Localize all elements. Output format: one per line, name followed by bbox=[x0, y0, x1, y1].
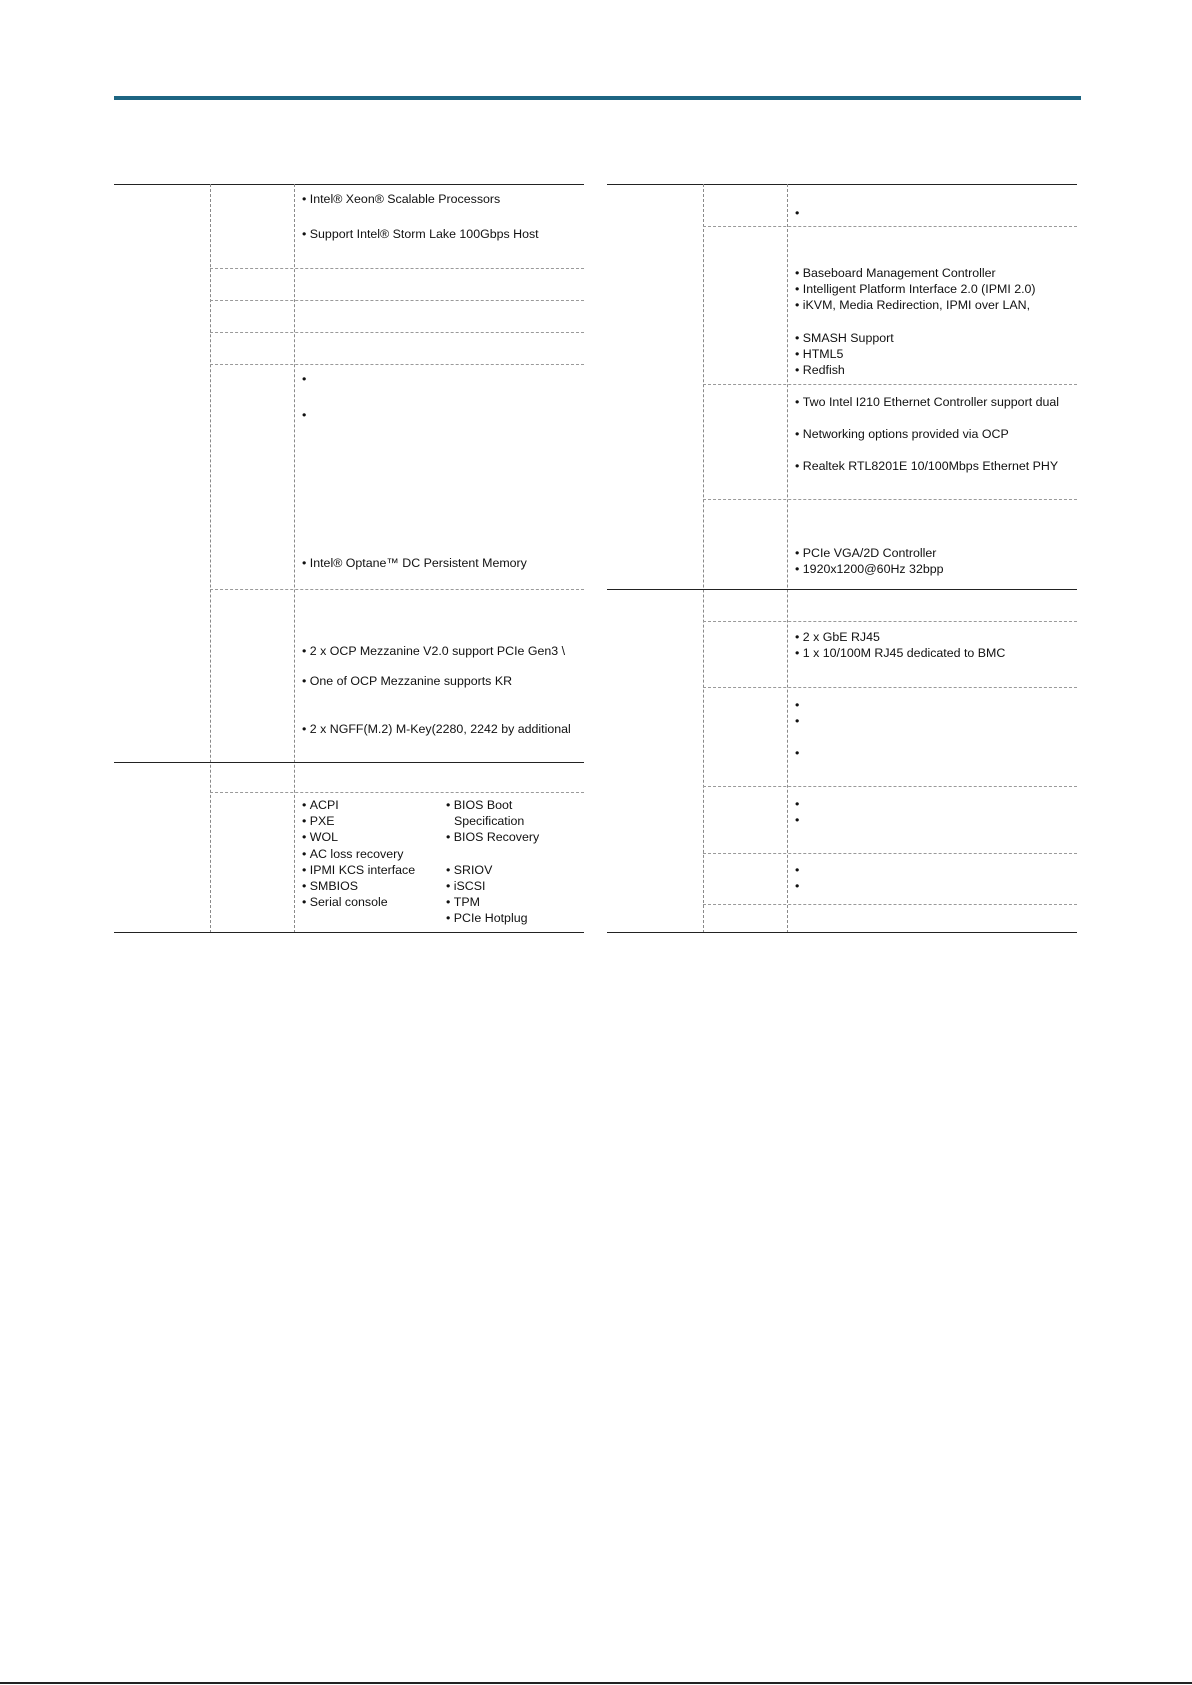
list-item bbox=[302, 407, 527, 423]
section-rule bbox=[114, 762, 584, 763]
row-divider bbox=[210, 589, 584, 590]
bios-features-col1 bbox=[302, 797, 415, 910]
list-item: • Baseboard Management Controller bbox=[795, 265, 1036, 281]
bullet-cell bbox=[795, 697, 803, 762]
list-item: • PXE bbox=[302, 813, 415, 829]
blank-line bbox=[795, 314, 1036, 330]
column-divider bbox=[787, 184, 788, 933]
rear-io-cell bbox=[795, 629, 1005, 661]
table-bottom-rule bbox=[607, 932, 1077, 933]
row-divider bbox=[703, 853, 1077, 854]
list-item: • TPM bbox=[446, 894, 539, 910]
bios-features-col2 bbox=[446, 797, 539, 927]
spec-table-left bbox=[114, 184, 584, 933]
list-item: • Redfish bbox=[795, 362, 1036, 378]
row-divider bbox=[703, 786, 1077, 787]
row-divider bbox=[703, 687, 1077, 688]
list-item: • 2 x OCP Mezzanine V2.0 support PCIe Gen3 \ bbox=[302, 643, 571, 659]
memory-cell bbox=[302, 371, 527, 572]
section-rule bbox=[607, 589, 1077, 590]
row-divider bbox=[703, 499, 1077, 500]
list-item: • Intel® Xeon® Scalable Processors bbox=[302, 191, 539, 207]
first-row-cell bbox=[795, 205, 803, 221]
list-item: • AC loss recovery bbox=[302, 846, 415, 862]
bullet-cell bbox=[795, 862, 803, 894]
list-item: • Intel® Optane™ DC Persistent Memory bbox=[302, 555, 527, 571]
list-item: • iSCSI bbox=[446, 878, 539, 894]
list-item bbox=[795, 205, 803, 221]
list-item bbox=[795, 796, 803, 812]
table-bottom-rule bbox=[114, 932, 584, 933]
row-divider bbox=[703, 621, 1077, 622]
list-item: • 1920x1200@60Hz 32bpp bbox=[795, 561, 944, 577]
list-item: • BIOS Boot bbox=[446, 797, 539, 813]
column-divider bbox=[210, 184, 211, 933]
management-cell bbox=[795, 265, 1036, 378]
network-cell bbox=[795, 394, 1059, 475]
table-top-rule bbox=[114, 184, 584, 185]
row-divider bbox=[210, 364, 584, 365]
list-item: • PCIe VGA/2D Controller bbox=[795, 545, 944, 561]
list-item: • Support Intel® Storm Lake 100Gbps Host bbox=[302, 226, 539, 242]
list-item: • IPMI KCS interface bbox=[302, 862, 415, 878]
list-item bbox=[795, 745, 803, 761]
expansion-slots-cell bbox=[302, 643, 571, 738]
list-item: • Realtek RTL8201E 10/100Mbps Ethernet PHY bbox=[795, 458, 1059, 474]
list-item: • PCIe Hotplug bbox=[446, 910, 539, 926]
bullet-cell bbox=[795, 796, 803, 828]
blank-line bbox=[446, 846, 539, 862]
row-divider bbox=[703, 226, 1077, 227]
list-item: • SMASH Support bbox=[795, 330, 1036, 346]
list-item: • iKVM, Media Redirection, IPMI over LAN, bbox=[795, 297, 1036, 313]
list-item: • Networking options provided via OCP bbox=[795, 426, 1059, 442]
list-item: • HTML5 bbox=[795, 346, 1036, 362]
list-item: • One of OCP Mezzanine supports KR bbox=[302, 673, 571, 689]
spec-table-right bbox=[607, 184, 1077, 933]
list-item bbox=[795, 697, 803, 713]
list-item bbox=[302, 371, 527, 387]
list-item bbox=[795, 713, 803, 729]
list-item bbox=[795, 862, 803, 878]
row-divider bbox=[703, 384, 1077, 385]
list-item: • SRIOV bbox=[446, 862, 539, 878]
row-divider bbox=[210, 300, 584, 301]
list-item: • Two Intel I210 Ethernet Controller support dual bbox=[795, 394, 1059, 410]
page-bottom-rule bbox=[0, 1682, 1192, 1684]
column-divider bbox=[294, 184, 295, 933]
column-divider bbox=[703, 184, 704, 933]
list-item: • 2 x GbE RJ45 bbox=[795, 629, 1005, 645]
list-item: • ACPI bbox=[302, 797, 415, 813]
row-divider bbox=[210, 332, 584, 333]
row-divider bbox=[210, 268, 584, 269]
list-item: • 2 x NGFF(M.2) M-Key(2280, 2242 by additional bbox=[302, 721, 571, 737]
row-divider bbox=[210, 792, 584, 793]
list-item: • BIOS Recovery bbox=[446, 829, 539, 845]
list-item: • Intelligent Platform Interface 2.0 (IPMI 2.0) bbox=[795, 281, 1036, 297]
list-item bbox=[795, 812, 803, 828]
list-item: • SMBIOS bbox=[302, 878, 415, 894]
row-divider bbox=[703, 904, 1077, 905]
list-item: • Serial console bbox=[302, 894, 415, 910]
video-cell bbox=[795, 545, 944, 577]
list-item: • WOL bbox=[302, 829, 415, 845]
list-item bbox=[795, 878, 803, 894]
processor-cell bbox=[302, 191, 539, 242]
list-item-continuation: Specification bbox=[454, 814, 525, 829]
table-top-rule bbox=[607, 184, 1077, 185]
header-accent-bar bbox=[114, 96, 1081, 100]
list-item: • 1 x 10/100M RJ45 dedicated to BMC bbox=[795, 645, 1005, 661]
